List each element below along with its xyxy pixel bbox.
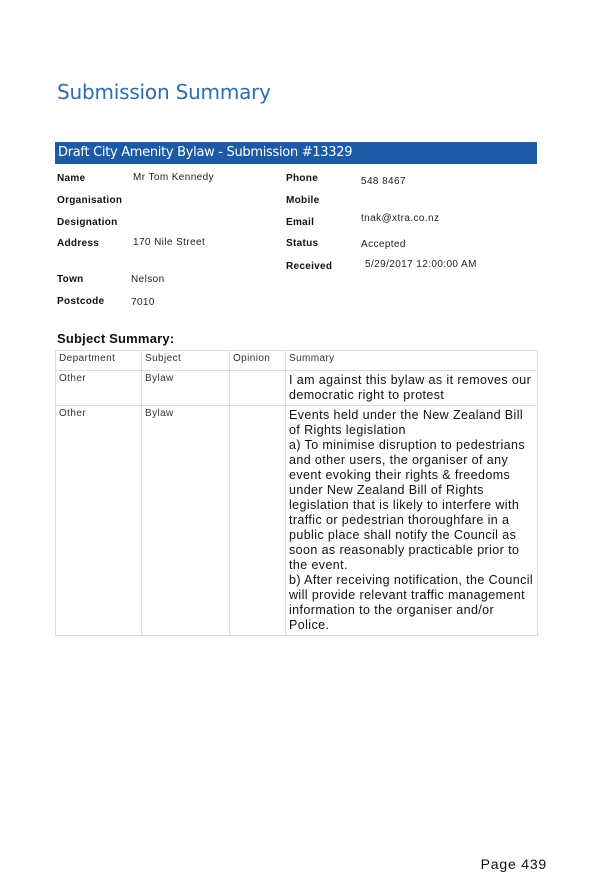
email-value: tnak@xtra.co.nz <box>361 213 440 224</box>
column-header-department: Department <box>56 351 142 371</box>
address-value: 170 Nile Street <box>133 237 206 248</box>
department-cell: Other <box>56 406 142 636</box>
phone-label: Phone <box>286 173 319 184</box>
town-value: Nelson <box>131 274 165 285</box>
postcode-value: 7010 <box>131 297 155 308</box>
subject-summary-table <box>55 350 538 636</box>
name-label: Name <box>57 173 86 184</box>
subject-cell: Bylaw <box>142 371 230 406</box>
status-label: Status <box>286 238 319 249</box>
subject-cell: Bylaw <box>142 406 230 636</box>
postcode-label: Postcode <box>57 296 105 307</box>
organisation-label: Organisation <box>57 195 123 206</box>
name-value: Mr Tom Kennedy <box>133 172 215 183</box>
summary-cell: I am against this bylaw as it removes our democratic right to protest <box>286 371 538 406</box>
received-value: 5/29/2017 12:00:00 AM <box>365 259 477 270</box>
page-number: Page 439 <box>480 856 547 872</box>
department-cell: Other <box>56 371 142 406</box>
table-header-row <box>56 351 538 371</box>
mobile-label: Mobile <box>286 195 320 206</box>
column-header-subject: Subject <box>142 351 230 371</box>
designation-label: Designation <box>57 217 118 228</box>
opinion-cell <box>230 371 286 406</box>
table-row <box>56 406 538 636</box>
opinion-cell <box>230 406 286 636</box>
table-row <box>56 371 538 406</box>
address-label: Address <box>57 238 100 249</box>
column-header-summary: Summary <box>286 351 538 371</box>
submission-banner: Draft City Amenity Bylaw - Submission #13329 <box>55 142 537 164</box>
email-label: Email <box>286 217 315 228</box>
town-label: Town <box>57 274 84 285</box>
column-header-opinion: Opinion <box>230 351 286 371</box>
subject-summary-heading: Subject Summary: <box>57 331 175 346</box>
phone-value: 548 8467 <box>361 176 406 187</box>
page-title: Submission Summary <box>57 80 271 104</box>
status-value: Accepted <box>361 239 406 250</box>
summary-cell: Events held under the New Zealand Bill of Rights legislation a) To minimise disruption to pedestrians and other users, the organiser of any event evoking their rights & freedoms under New Zealand Bill of Rights legislation that is likely to interfere with traffic or pedestrian thoroughfare in a public place shall notify the Council as soon as reasonably practicable prior to the event. b) After receiving notification, the Council will provide relevant traffic management information to the organiser and/or Police. <box>286 406 538 636</box>
received-label: Received <box>286 261 333 272</box>
